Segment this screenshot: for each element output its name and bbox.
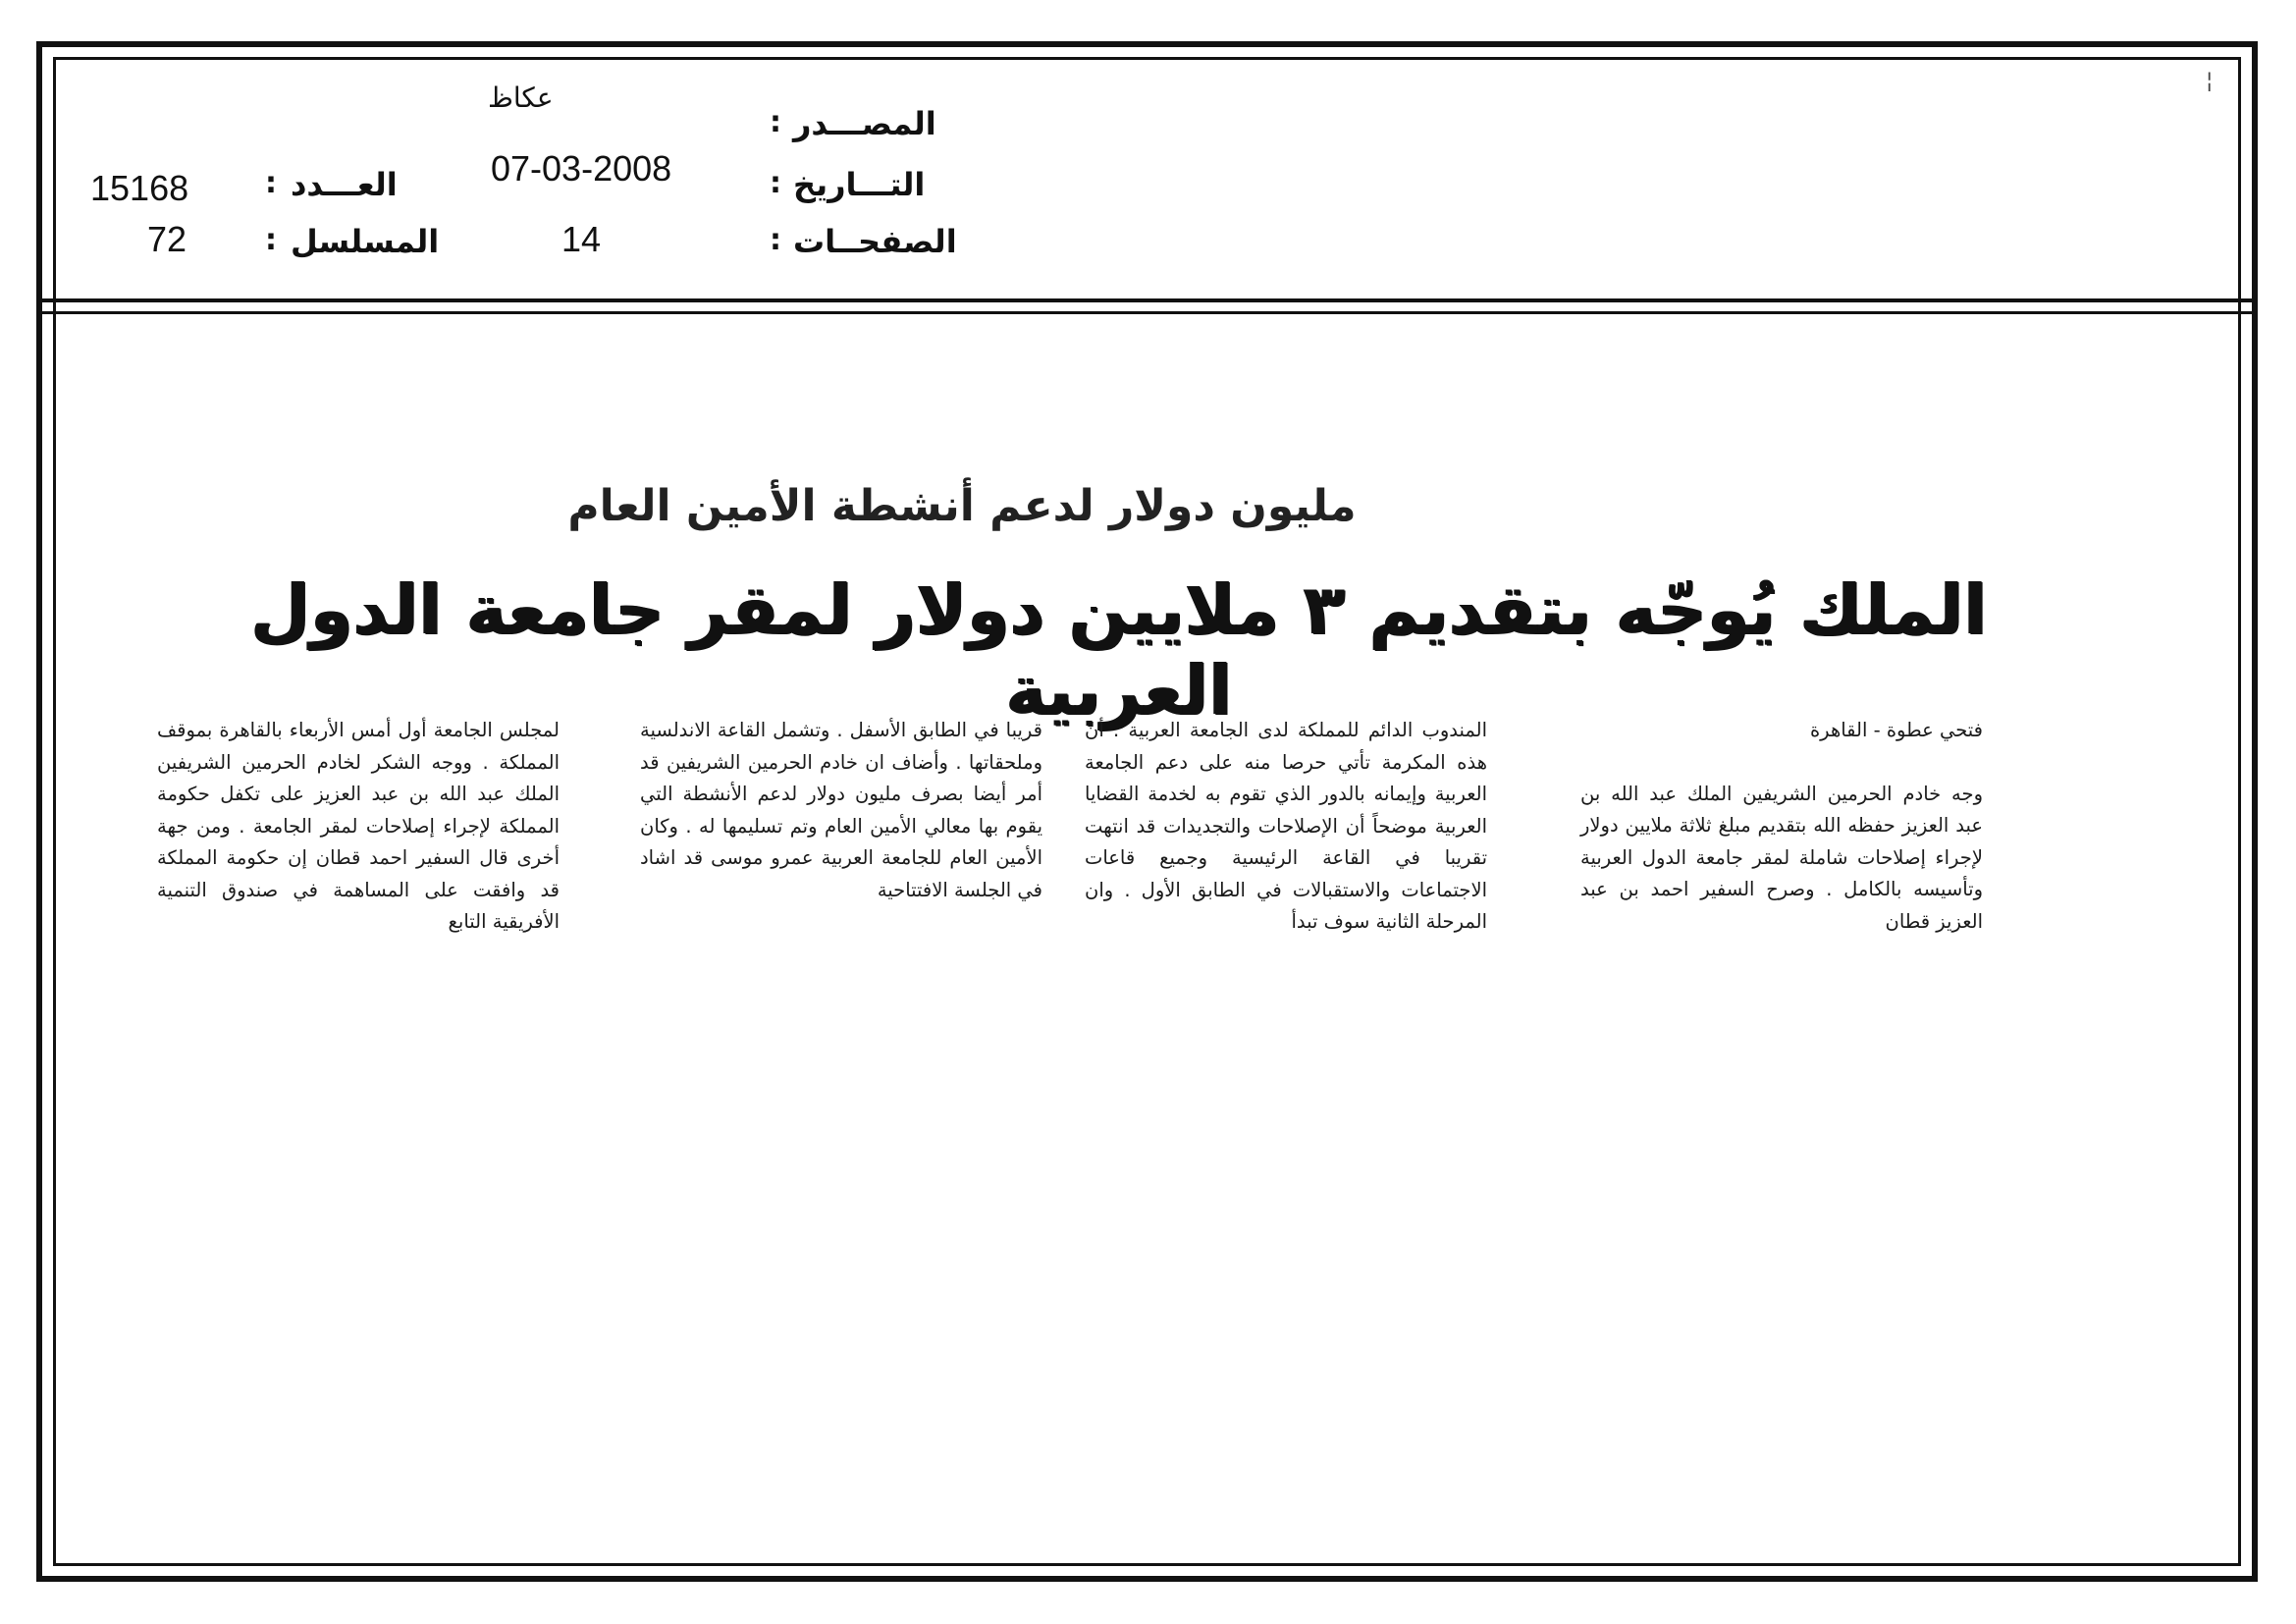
pages-value: 14 xyxy=(561,219,602,259)
source-label: المصـــدر xyxy=(793,105,936,142)
header-divider-inner xyxy=(39,311,2255,314)
pages-colon: : xyxy=(770,223,781,257)
serial-label: المسلسل xyxy=(291,223,440,260)
article-column-3 xyxy=(640,715,1042,906)
issue-label: العـــدد xyxy=(291,166,398,203)
source-colon: : xyxy=(770,105,781,139)
serial-colon: : xyxy=(265,223,277,257)
article-column-1 xyxy=(1580,715,1983,938)
article-subheadline: مليون دولار لدعم أنشطة الأمين العام xyxy=(567,481,1357,531)
column-text: وجه خادم الحرمين الشريفين الملك عبد الله بن عبد العزيز حفظه الله بتقديم مبلغ ثلاثة ملايين دولار لإجراء إصلاحات شاملة لمقر جامعة الدول العربية وتأسيسه بالكامل . وصرح السفير احمد بن عبد العزيز قطان xyxy=(1580,782,1983,933)
article-headline: الملك يُوجّه بتقديم ٣ ملايين دولار لمقر جامعة الدول العربية xyxy=(250,569,1988,731)
newspaper-clipping xyxy=(147,471,2012,1041)
article-column-4 xyxy=(157,715,560,939)
source-value: عكاظ xyxy=(488,81,554,114)
header-divider xyxy=(39,298,2255,302)
issue-value: 15168 xyxy=(90,168,189,208)
date-value: 07-03-2008 xyxy=(491,148,672,189)
date-colon: : xyxy=(770,166,781,200)
issue-colon: : xyxy=(265,166,277,200)
article-byline: فتحي عطوة - القاهرة xyxy=(1809,719,1983,741)
date-label: التـــاريخ xyxy=(793,166,926,203)
pages-label: الصفحــات xyxy=(793,223,957,260)
column-text: المندوب الدائم للمملكة لدى الجامعة العربية . أن هذه المكرمة تأتي حرصا منه على دعم الجامعة العربية وإيمانه بالدور الذي تقوم به لخدمة القضايا العربية موضحاً أن الإصلاحات والتجديدات قد انتهت تقريبا في القاعة الرئيسية وجميع قاعات الاجتماعات والاستقبالات في الطابق الأول . وان المرحلة الثانية سوف تبدأ xyxy=(1085,719,1487,933)
serial-value: 72 xyxy=(147,219,187,259)
article-column-2 xyxy=(1085,715,1487,939)
column-text: قريبا في الطابق الأسفل . وتشمل القاعة الاندلسية وملحقاتها . وأضاف ان خادم الحرمين الشريفين قد أمر أيضا بصرف مليون دولار لدعم الأنشطة التي يقوم بها معالي الأمين العام وتم تسليمها له . وكان الأمين العام للجامعة العربية عمرو موسى قد اشاد في الجلسة الافتتاحية xyxy=(640,719,1042,901)
column-text: لمجلس الجامعة أول أمس الأربعاء بالقاهرة بموقف المملكة . ووجه الشكر لخادم الحرمين الشريفين الملك عبد الله بن عبد العزيز على تكفل حكومة المملكة لإجراء إصلاحات لمقر الجامعة . ومن جهة أخرى قال السفير احمد قطان إن حكومة المملكة قد وافقت على المساهمة في صندوق التنمية الأفريقية التابع xyxy=(157,719,560,933)
corner-mark: ¦ xyxy=(2206,69,2214,93)
